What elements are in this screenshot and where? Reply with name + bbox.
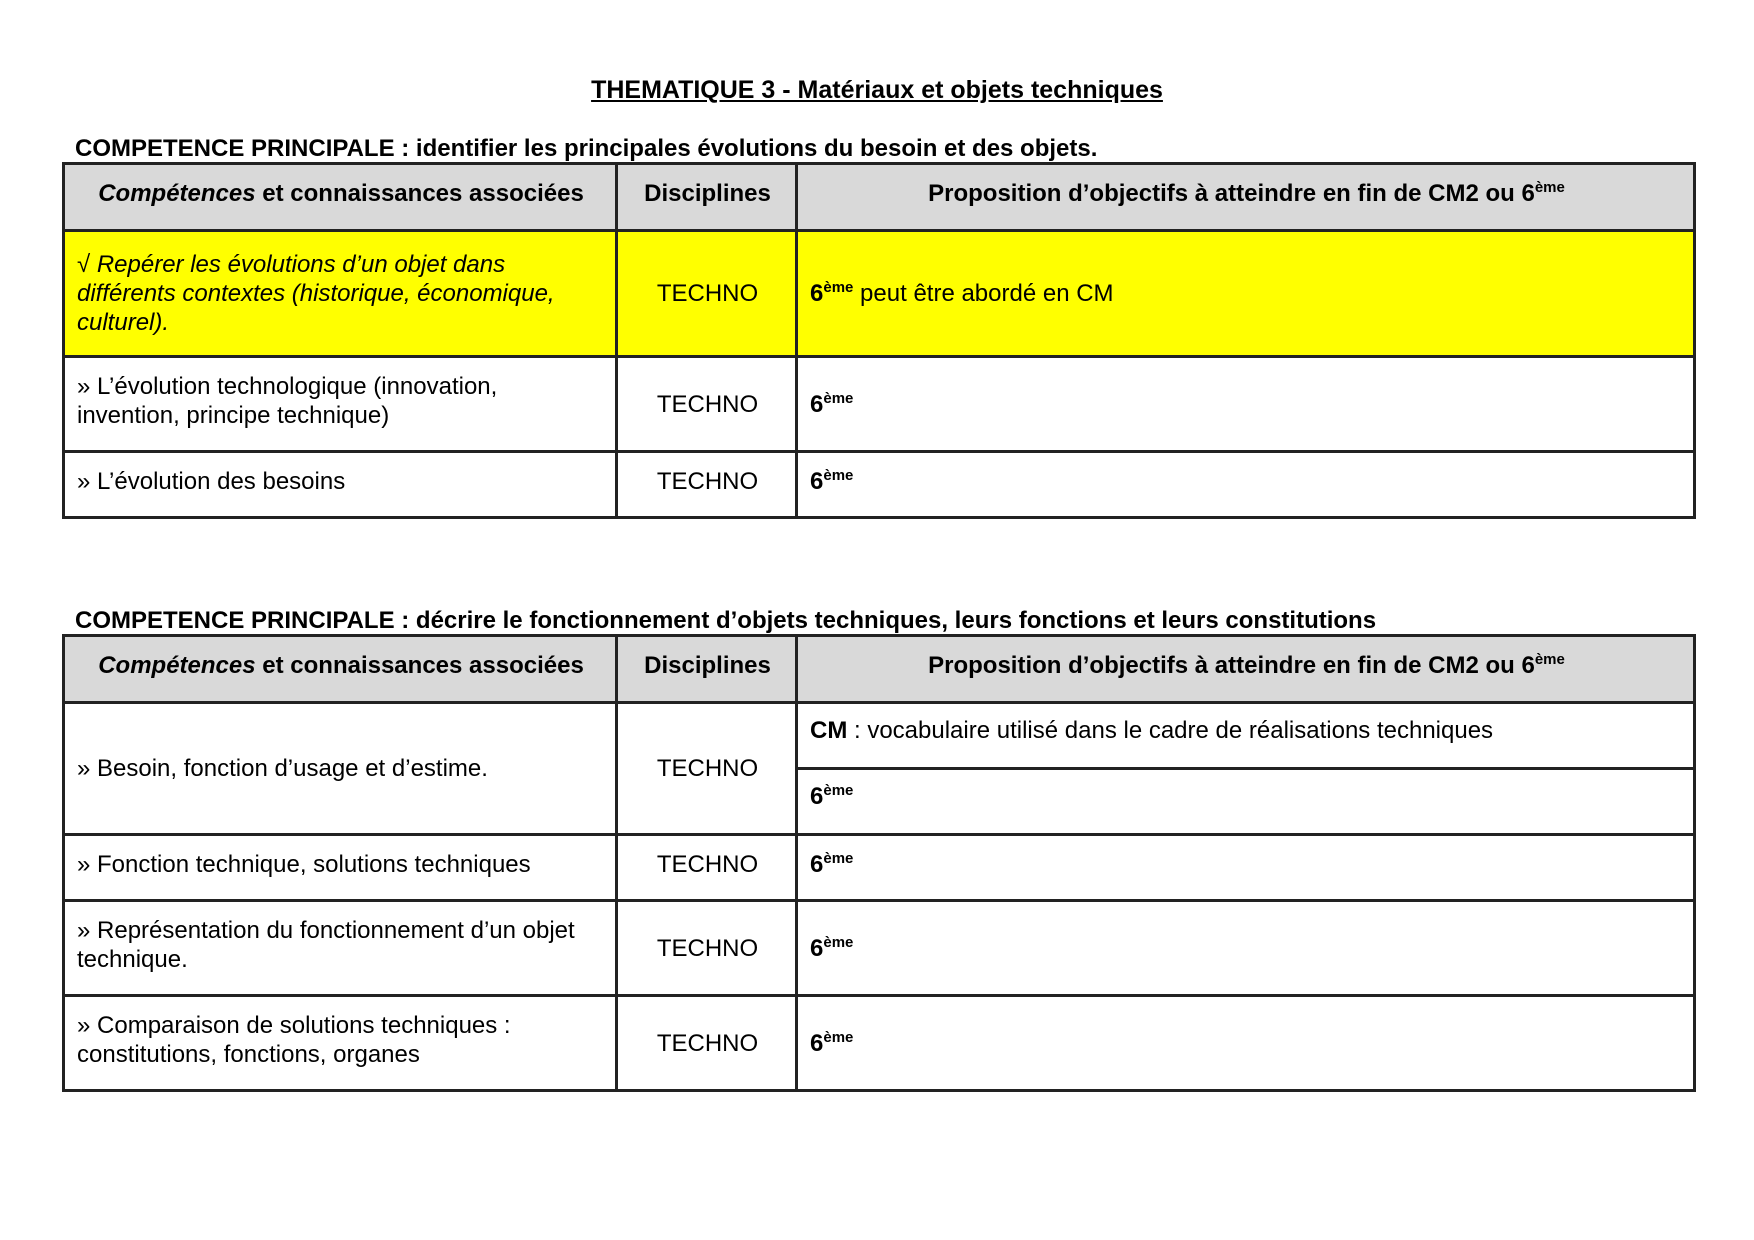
header-competences: Compétences et connaissances associées [64, 164, 617, 231]
objective-cell: 6ème [797, 835, 1695, 901]
table-row [64, 996, 1695, 1091]
competence-cell: » L’évolution technologique (innovation, invention, principe technique) [64, 357, 617, 452]
competence-cell: » Besoin, fonction d’usage et d’estime. [64, 703, 617, 835]
objective-cell: 6ème [797, 357, 1695, 452]
section-2-label: COMPETENCE PRINCIPALE : [75, 607, 410, 634]
discipline-cell: TECHNO [617, 703, 797, 835]
section-1-text: identifier les principales évolutions du besoin et des objets. [409, 135, 1098, 162]
page-title: THEMATIQUE 3 - Matériaux et objets techniques [591, 76, 1163, 104]
discipline-cell: TECHNO [617, 835, 797, 901]
section-2-heading [75, 607, 1376, 635]
competence-cell: √ Repérer les évolutions d’un objet dans différents contextes (historique, économique, culturel). [64, 231, 617, 357]
discipline-cell: TECHNO [617, 231, 797, 357]
header-competences: Compétences et connaissances associées [64, 636, 617, 703]
discipline-cell: TECHNO [617, 452, 797, 518]
section-1-heading [75, 135, 1097, 163]
header-proposition: Proposition d’objectifs à atteindre en fin de CM2 ou 6ème [797, 636, 1695, 703]
discipline-cell: TECHNO [617, 996, 797, 1091]
header-proposition: Proposition d’objectifs à atteindre en fin de CM2 ou 6ème [797, 164, 1695, 231]
objective-cell: 6ème [797, 769, 1695, 835]
table-row [64, 703, 1695, 769]
section-2-text: décrire le fonctionnement d’objets techniques, leurs fonctions et leurs constitutions [409, 607, 1377, 634]
section-1-label: COMPETENCE PRINCIPALE : [75, 135, 410, 162]
table-row [64, 357, 1695, 452]
discipline-cell: TECHNO [617, 357, 797, 452]
objective-cell: 6ème [797, 901, 1695, 996]
objective-cell: 6ème [797, 452, 1695, 518]
competence-cell: » Comparaison de solutions techniques : constitutions, fonctions, organes [64, 996, 617, 1091]
table-row [64, 835, 1695, 901]
objective-cell: 6ème peut être abordé en CM [797, 231, 1695, 357]
competence-cell: » L’évolution des besoins [64, 452, 617, 518]
table-row [64, 901, 1695, 996]
objective-cell: 6ème [797, 996, 1695, 1091]
competence-cell: » Représentation du fonctionnement d’un objet technique. [64, 901, 617, 996]
header-disciplines: Disciplines [617, 164, 797, 231]
header-disciplines: Disciplines [617, 636, 797, 703]
table-row [64, 452, 1695, 518]
discipline-cell: TECHNO [617, 901, 797, 996]
table-header-row [64, 636, 1695, 703]
table-header-row [64, 164, 1695, 231]
table-row [64, 231, 1695, 357]
objective-cm-cell: CM : vocabulaire utilisé dans le cadre de réalisations techniques [797, 703, 1695, 769]
section-1-table [62, 162, 1696, 519]
competence-cell: » Fonction technique, solutions techniques [64, 835, 617, 901]
section-2-table [62, 634, 1696, 1092]
